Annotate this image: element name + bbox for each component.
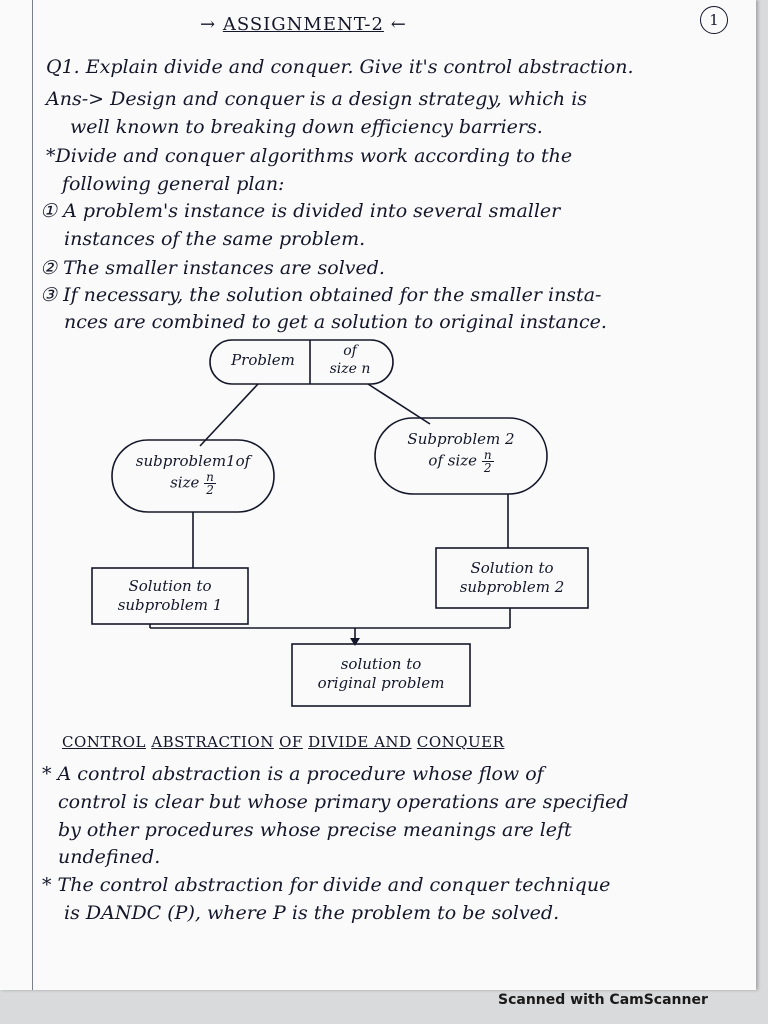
scanner-watermark: Scanned with CamScanner [498,992,708,1008]
sub1-size-text: size [170,473,200,492]
sol2-line2: subproblem 2 [459,578,565,596]
sub1-node-label [116,452,270,496]
answer-line: following general plan: [62,173,285,195]
plan-step-3-cont: nces are combined to get a solution to original instance. [64,311,607,333]
final-line2: original problem [317,674,445,692]
section-line: control is clear but whose primary operations are specified [58,791,629,813]
root-node-label-right [312,342,388,378]
plan-step-1-cont: instances of the same problem. [64,228,366,250]
root-of-text: of [343,343,357,359]
section-heading [62,733,504,751]
edge-root-sub1 [200,384,258,446]
sub1-fraction [204,471,216,496]
sub2-fraction [482,449,494,474]
sub1-fraction-num: n [206,470,214,484]
heading-word: OF [279,733,303,751]
sub2-node-label [380,430,542,474]
title-text: ASSIGNMENT-2 [222,14,384,35]
title-arrow-left: → [200,14,217,35]
plan-step-3: ③ If necessary, the solution obtained for the smaller insta- [40,284,602,306]
root-size-text: size n [329,361,371,377]
page-number: 1 [700,6,728,34]
sol1-line1: Solution to [128,577,212,595]
section-line: by other procedures whose precise meanings are left [58,819,572,841]
plan-step-1: ① A problem's instance is divided into several smaller [40,200,561,222]
plan-step-2: ② The smaller instances are solved. [40,257,385,279]
section-line: undefined. [58,846,161,868]
answer-line: *Divide and conquer algorithms work according to the [46,145,573,167]
root-node-label-left: Problem [231,351,295,369]
sub1-title: subproblem1of [135,452,251,470]
final-label [296,655,466,693]
sub1-fraction-den: 2 [206,483,214,497]
sub2-title: Subproblem 2 [407,430,515,448]
sol1-line2: subproblem 1 [117,596,223,614]
title-arrow-right: ← [390,14,407,35]
answer-line: Ans-> Design and conquer is a design strategy, which is [46,88,588,110]
answer-line: well known to breaking down efficiency barriers. [70,116,543,138]
heading-word: CONTROL [62,733,146,751]
sol1-label [96,577,244,615]
section-line: * The control abstraction for divide and conquer technique [42,874,611,896]
sub2-fraction-num: n [483,448,492,462]
section-line: is DANDC (P), where P is the problem to be solved. [64,902,560,924]
section-line: * A control abstraction is a procedure whose flow of [42,763,544,785]
sol2-label [440,559,584,597]
final-line1: solution to [340,655,422,673]
sol2-line1: Solution to [470,559,554,577]
heading-word: DIVIDE AND [308,733,412,751]
sub2-size-text: of size [428,451,478,470]
heading-word: ABSTRACTION [151,733,274,751]
heading-word: CONQUER [416,733,505,751]
sub2-fraction-den: 2 [483,461,492,475]
question-line: Q1. Explain divide and conquer. Give it's control abstraction. [46,56,634,78]
